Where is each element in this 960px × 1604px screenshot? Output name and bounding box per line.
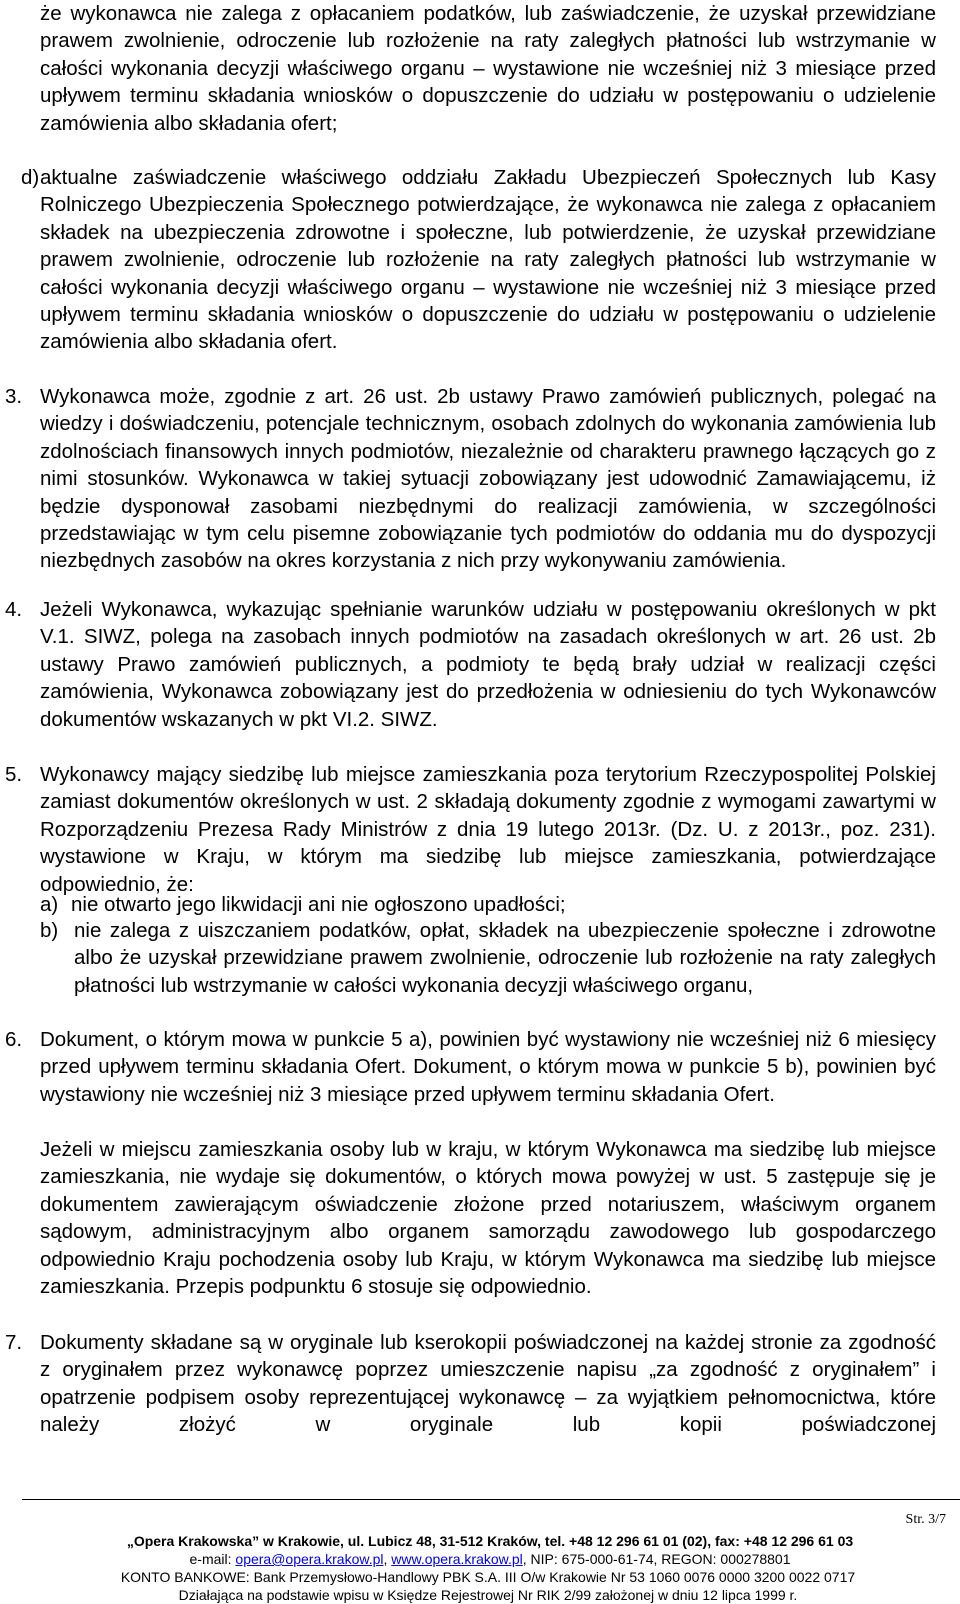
footer-registration: Działająca na podstawie wpisu w Księdze Rejestrowej Nr RIK 2/99 założonej w dniu 12 lipca 1999 r.: [178, 1587, 798, 1603]
item-6-text: Dokument, o którym mowa w punkcie 5 a), powinien być wystawiony nie wcześniej niż 6 miesięcy przed upływem terminu składania Ofert. Dokument, o którym mowa w punkcie 5 b), powinien być wystawiony nie wcześniej niż 3 miesiące przed upływem terminu składania Ofert.: [40, 1028, 936, 1106]
footer-contact: [10, 1550, 960, 1568]
footer-divider: [22, 1499, 960, 1500]
item-5-text: Wykonawcy mający siedzibę lub miejsce zamieszkania poza terytorium Rzeczypospolitej Polskiej zamiast dokumentów określonych w ust. 2 składają dokumenty zgodnie z wymogami zawartymi w Rozporządzeniu Prezesa Rady Ministrów z dnia 19 lutego 2013r. (Dz. U. z 2013r., poz. 231). wystawione w Kraju, w którym ma siedzibę lub miejsce zamieszkania, potwierdzające odpowiednio, że:: [40, 763, 936, 896]
item-3-number: 3.: [5, 385, 23, 408]
item-6-number: 6.: [5, 1028, 23, 1051]
footer-address: „Opera Krakowska” w Krakowie, ul. Lubicz 48, 31-512 Kraków, tel. +48 12 296 61 01 (02), fax: +48 12 296 61 03: [126, 1533, 854, 1549]
item-5a-text: nie otwarto jego likwidacji ani nie ogłoszono upadłości;: [71, 893, 566, 916]
email-link[interactable]: opera@opera.krakow.pl: [235, 1551, 384, 1567]
item-5b-label: b): [40, 919, 59, 942]
item-d-text: aktualne zaświadczenie właściwego oddziału Zakładu Ubezpieczeń Społecznych lub Kasy Rolniczego Ubezpieczenia Społecznego potwierdzające, że wykonawca nie zalega z opłacaniem składek na ubezpieczenia zdrowotne i społeczne, lub potwierdzenie, że uzyskał przewidziane prawem zwolnienie, odroczenie lub rozłożenie na raty zaległych płatności lub wstrzymanie w całości wykonania decyzji właściwego organu – wystawione nie wcześniej niż 3 miesiące przed upływem terminu składania wniosków o dopuszczenie do udziału w postępowaniu o udzielenie zamówienia albo składania ofert.: [40, 166, 936, 354]
item-4-text: Jeżeli Wykonawca, wykazując spełnianie warunków udziału w postępowaniu określonych w pkt V.1. SIWZ, polega na zasobach innych podmiotów na zasadach określonych w art. 26 ust. 2b ustawy Prawo zamówień publicznych, a podmioty te będą brały udział w realizacji części zamówienia, Wykonawca zobowiązany jest do przedłożenia w odniesieniu do tych Wykonawców dokumentów wskazanych w pkt VI.2. SIWZ.: [40, 598, 936, 731]
paragraph-c-continuation: że wykonawca nie zalega z opłacaniem podatków, lub zaświadczenie, że uzyskał przewidziane prawem zwolnienie, odroczenie lub rozłożenie na raty zaległych płatności lub wstrzymanie w całości wykonania decyzji właściwego organu – wystawione nie wcześniej niż 3 miesiące przed upływem terminu składania wniosków o dopuszczenie do udziału w postępowaniu o udzielenie zamówienia albo składania ofert;: [40, 2, 936, 135]
item-7-number: 7.: [5, 1331, 23, 1354]
footer-separator: ,: [383, 1551, 392, 1567]
footer-email-prefix: e-mail:: [189, 1551, 236, 1567]
footer-ids: , NIP: 675-000-61-74, REGON: 000278801: [522, 1551, 791, 1567]
item-5b-text: nie zalega z uiszczaniem podatków, opłat, składek na ubezpieczenie społeczne i zdrowotne albo że uzyskał przewidziane prawem zwolnienie, odroczenie lub rozłożenie na raty zaległych płatności lub wstrzymanie w całości wykonania decyzji właściwego organu,: [74, 919, 936, 997]
footer-bank-account: KONTO BANKOWE: Bank Przemysłowo-Handlowy PBK S.A. III O/w Krakowie Nr 53 1060 0076 0000 3200 0022 0717: [120, 1569, 856, 1585]
item-5-number: 5.: [5, 763, 23, 786]
page-number: Str. 3/7: [905, 1512, 946, 1527]
item-6-note: Jeżeli w miejscu zamieszkania osoby lub w kraju, w którym Wykonawca ma siedzibę lub miejsce zamieszkania, nie wydaje się dokumentów, o których mowa powyżej w ust. 5 zastępuje się je dokumentem zawierającym oświadczenie złożone przed notariuszem, właściwym organem sądowym, administracyjnym albo organem samorządu zawodowego lub gospodarczego odpowiednio Kraju pochodzenia osoby lub Kraju, w którym Wykonawca ma siedzibę lub miejsce zamieszkania. Przepis podpunktu 6 stosuje się odpowiednio.: [40, 1138, 936, 1299]
website-link[interactable]: www.opera.krakow.pl: [391, 1551, 523, 1567]
item-d-label: d): [21, 166, 40, 189]
item-5a-label: a): [40, 893, 59, 916]
item-4-number: 4.: [5, 598, 23, 621]
item-3-text: Wykonawca może, zgodnie z art. 26 ust. 2b ustawy Prawo zamówień publicznych, polegać na wiedzy i doświadczeniu, potencjale technicznym, osobach zdolnych do wykonania zamówienia lub zdolnościach finansowych innych podmiotów, niezależnie od charakteru prawnego łączących go z nimi stosunków. Wykonawca w takiej sytuacji zobowiązany jest udowodnić Zamawiającemu, iż będzie dysponował zasobami niezbędnymi do realizacji zamówienia, w szczególności przedstawiając w tym celu pisemne zobowiązanie tych podmiotów do oddania mu do dyspozycji niezbędnych zasobów na okres korzystania z nich przy wykonywaniu zamówienia.: [40, 385, 936, 573]
item-7-text: Dokumenty składane są w oryginale lub kserokopii poświadczonej na każdej stronie za zgodność z oryginałem przez wykonawcę poprzez umieszczenie napisu „za zgodność z oryginałem” i opatrzenie podpisem osoby reprezentującej wykonawcę – za wyjątkiem pełnomocnictwa, które należy złożyć w oryginale lub kopii poświadczonej: [40, 1331, 936, 1437]
